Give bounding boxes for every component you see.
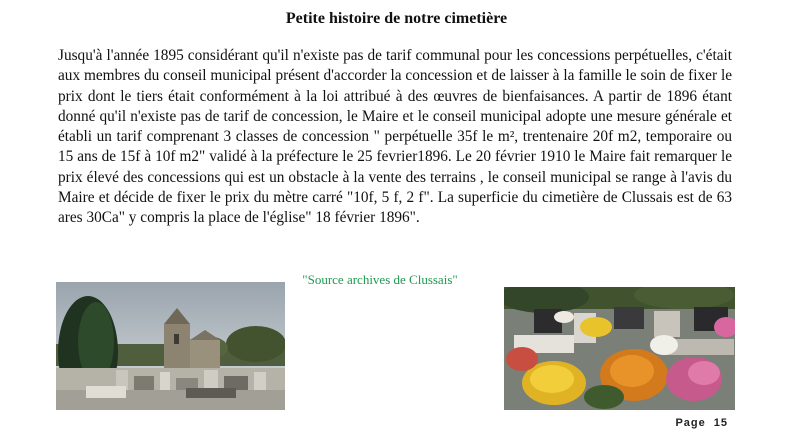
source-caption: "Source archives de Clussais": [302, 272, 458, 287]
page-title: Petite histoire de notre cimetière: [285, 10, 508, 27]
page-number: [675, 417, 728, 429]
photo-cemetery-church: [56, 282, 285, 410]
history-paragraph: Jusqu'à l'année 1895 considérant qu'il n'existe pas de tarif communal pour les concessions perpétuelles, c'était aux membres du conseil municipal présent d'accorder la concession et de laisser à la famille le soin de fixer le prix dont le tiers était conformément à la loi attribué à des œuvres de bienfaisances. A partir de 1896 étant donné qu'il n'existe pas de tarif de concession, le Maire et le conseil municipal adopte une mesure générale et établi un tarif comprenant 3 classes de concession " perpétuelle 35f le m², trentenaire 20f m2, temporaire ou 15 ans de 15f à 10f m2" validé à la préfecture le 25 fevrier1896. Le 20 février 1910 le Maire fait remarquer le prix élevé des concessions qui est un obstacle à la vente des terrains , le conseil municipal se range à l'avis du Maire et décide de fixer le prix du mètre carré "10f, 5 f, 2 f". La superficie du cimetière de Clussais est de 63 ares 30Ca" y compris la place de l'église" 18 février 1896".: [58, 47, 732, 227]
photo-cemetery-flowers: [504, 287, 735, 410]
page-number-value: 15: [713, 417, 728, 429]
page-label: Page: [675, 417, 706, 429]
